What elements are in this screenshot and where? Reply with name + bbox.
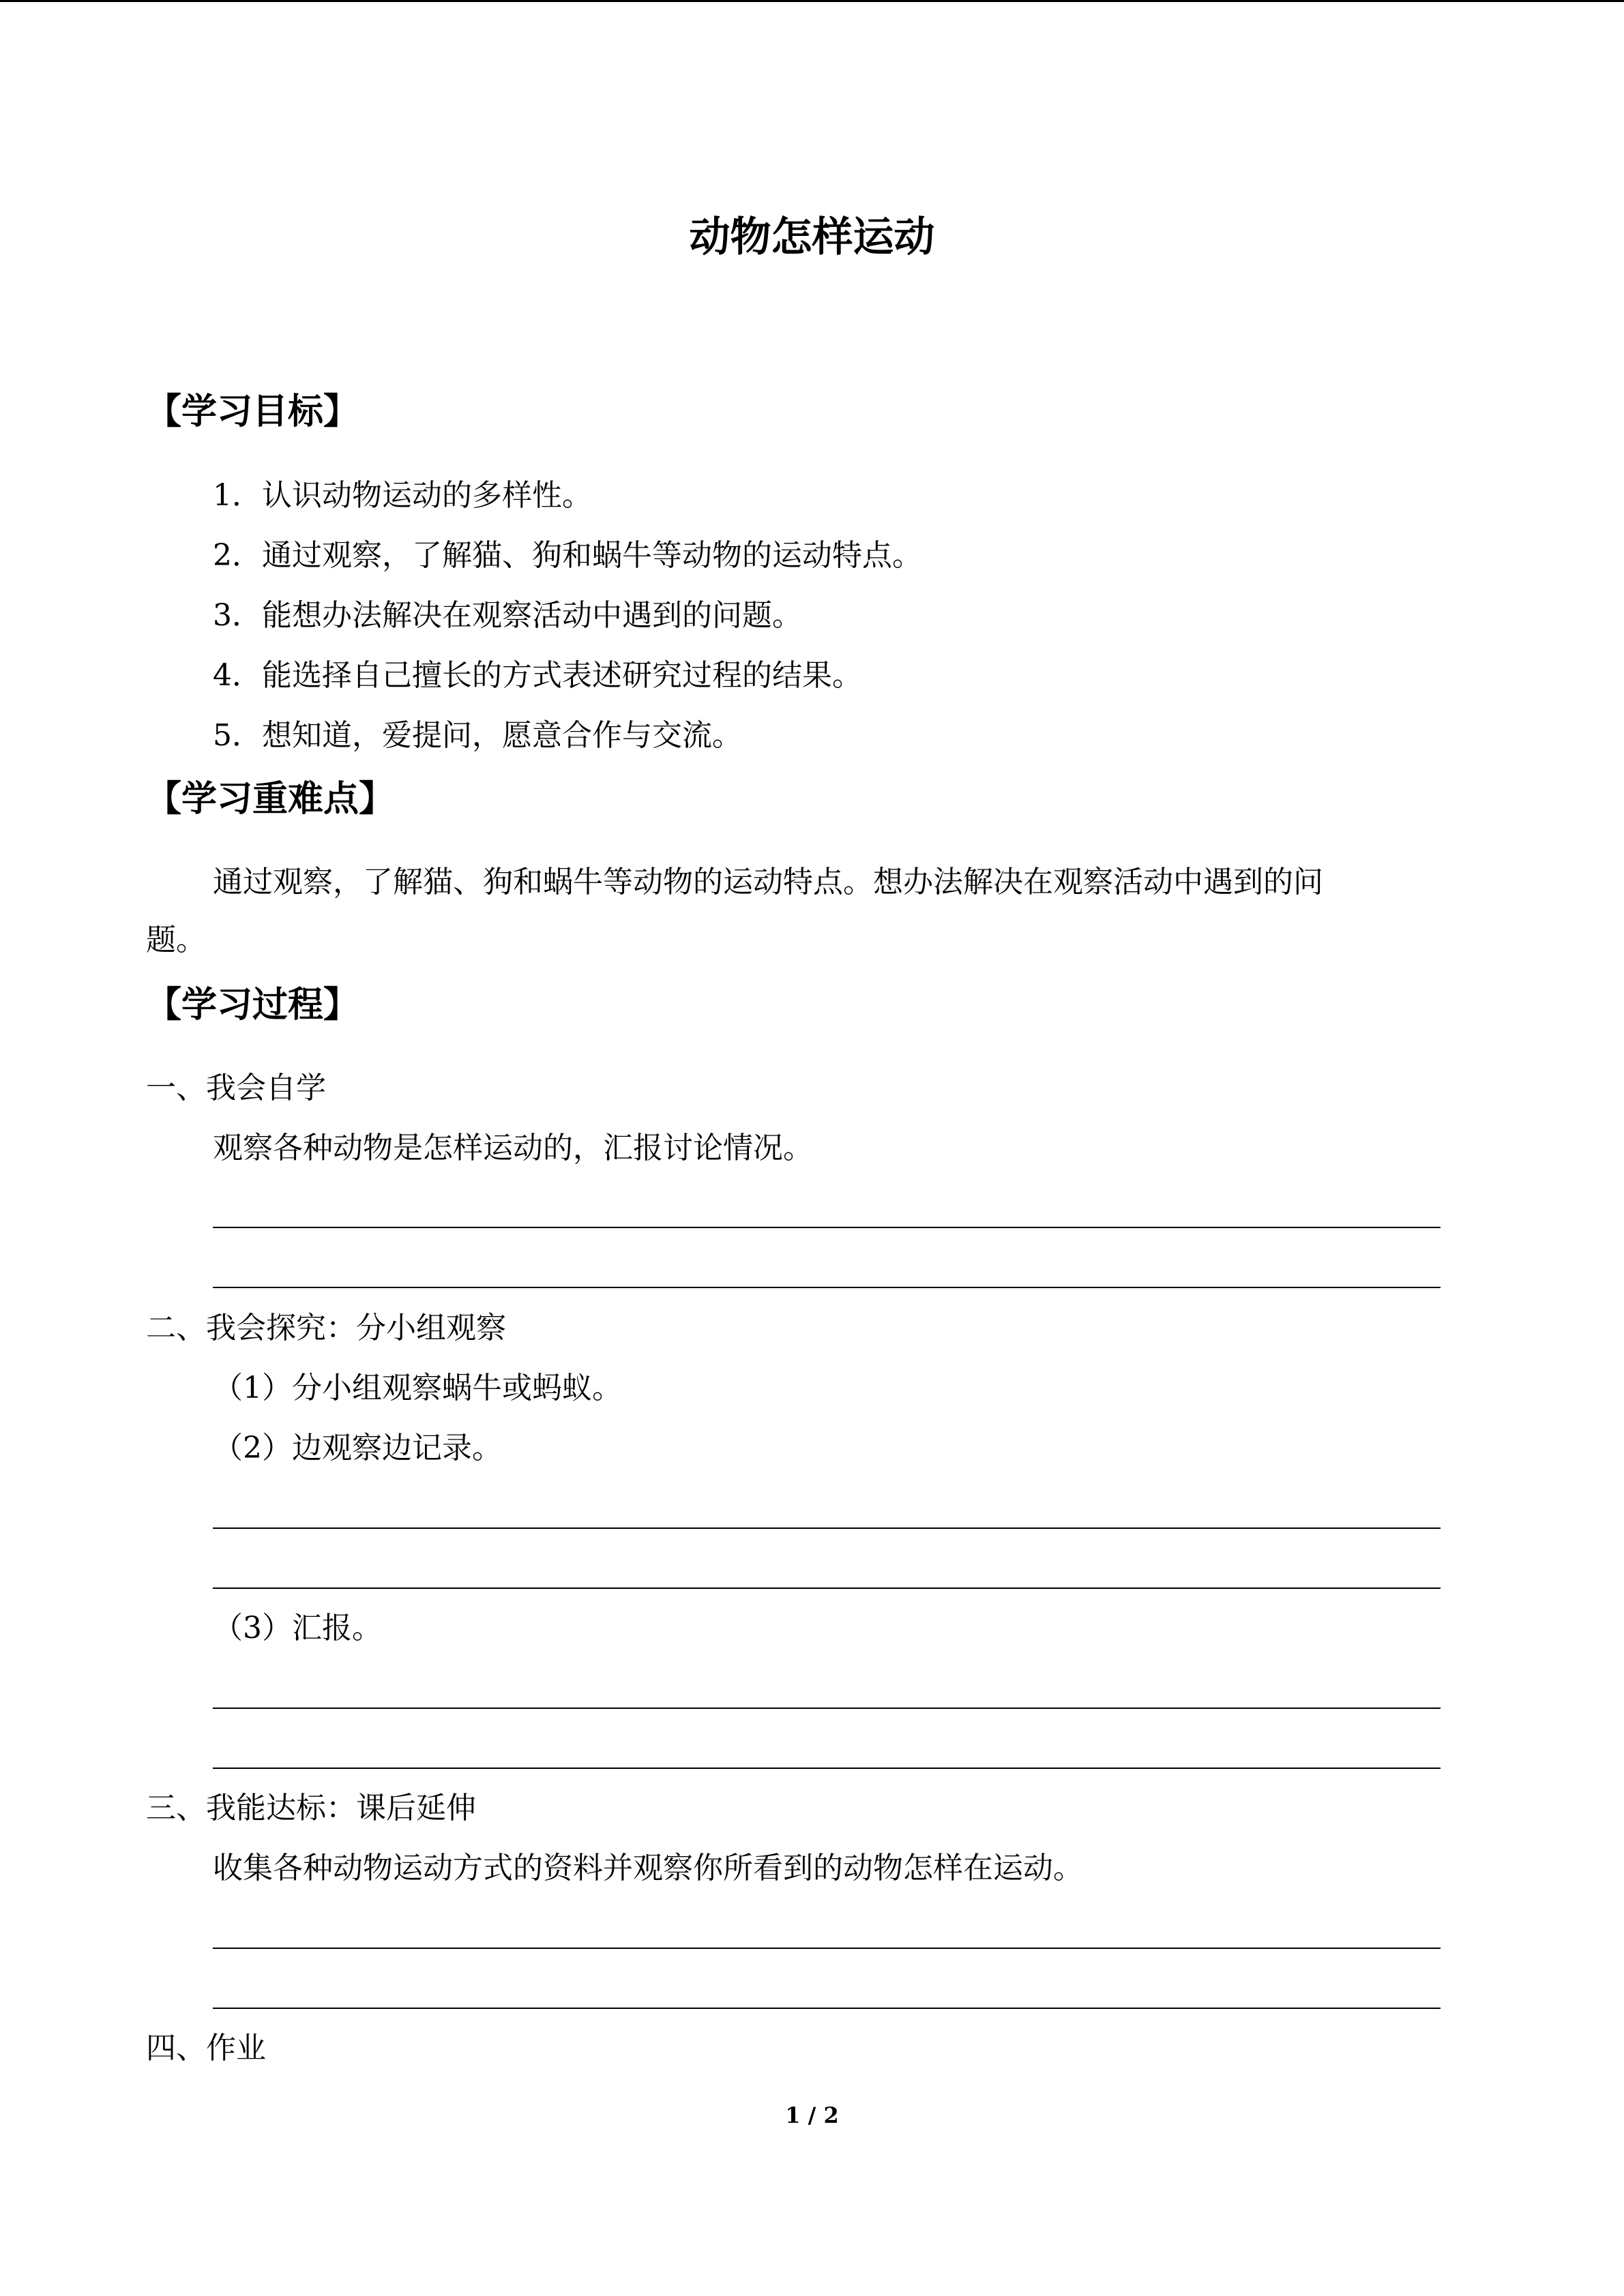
part-2-step-2: （2）边观察边记录。	[213, 1431, 502, 1465]
part-2-title: 二、我会探究：分小组观察	[146, 1311, 506, 1345]
answer-line	[213, 1708, 1441, 1709]
part-3-text: 收集各种动物运动方式的资料并观察你所看到的动物怎样在运动。	[213, 1851, 1083, 1885]
part-1-title: 一、我会自学	[146, 1071, 326, 1105]
objective-item-4: 4．能选择自己擅长的方式表述研究过程的结果。	[213, 658, 862, 693]
part-3-title: 三、我能达标：课后延伸	[146, 1791, 476, 1825]
answer-line	[213, 1948, 1441, 1949]
objective-item-3: 3．能想办法解决在观察活动中遇到的问题。	[213, 598, 802, 633]
section-heading-process: 【学习过程】	[146, 985, 359, 1026]
part-4-title: 四、作业	[146, 2031, 266, 2066]
part-2-step-3: （3）汇报。	[213, 1611, 382, 1645]
objective-item-2: 2．通过观察，了解猫、狗和蜗牛等动物的运动特点。	[213, 538, 922, 573]
objective-item-1: 1．认识动物运动的多样性。	[213, 478, 592, 513]
key-points-text-line-2: 题。	[146, 923, 206, 957]
part-1-text: 观察各种动物是怎样运动的，汇报讨论情况。	[213, 1131, 813, 1165]
page-title: 动物怎样运动	[689, 213, 935, 261]
answer-line	[213, 1527, 1441, 1529]
part-2-step-1: （1）分小组观察蜗牛或蚂蚁。	[213, 1371, 622, 1405]
page-top-border	[0, 0, 1624, 2]
answer-line	[213, 1227, 1441, 1228]
section-heading-objectives: 【学习目标】	[146, 391, 359, 432]
answer-line	[213, 2008, 1441, 2009]
answer-line	[213, 1287, 1441, 1288]
answer-line	[213, 1768, 1441, 1769]
objective-item-5: 5．想知道，爱提问，愿意合作与交流。	[213, 718, 742, 753]
section-heading-key-points: 【学习重难点】	[146, 779, 395, 820]
page-number: 1 / 2	[785, 2102, 839, 2128]
key-points-text-line-1: 通过观察，了解猫、狗和蜗牛等动物的运动特点。想办法解决在观察活动中遇到的问	[213, 865, 1323, 899]
answer-line	[213, 1587, 1441, 1589]
